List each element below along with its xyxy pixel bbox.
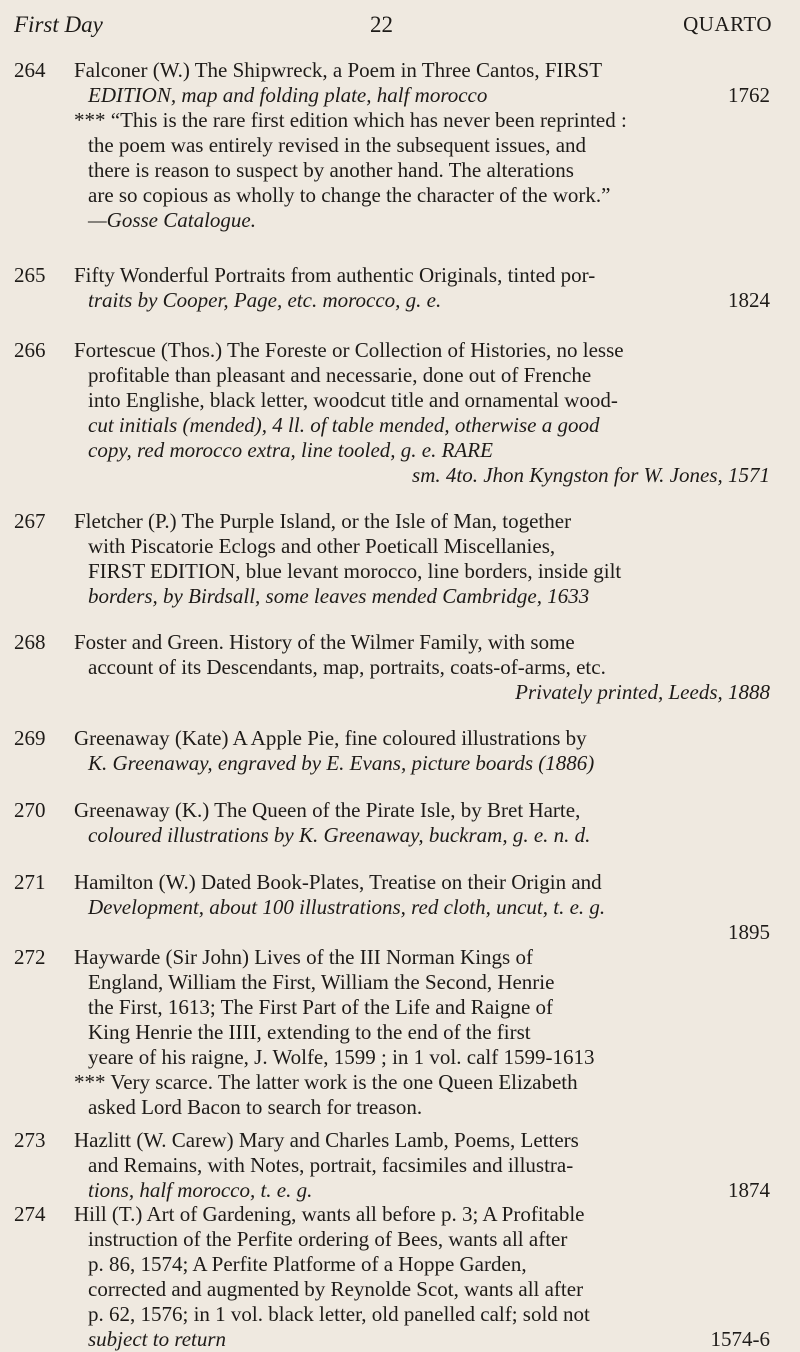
lot-line: account of its Descendants, map, portraits, coats-of-arms, etc. <box>88 655 606 679</box>
lot-description <box>74 1202 770 1352</box>
lot-line: Falconer (W.) The Shipwreck, a Poem in Three Cantos, FIRST <box>74 58 603 82</box>
lot-line: with Piscatorie Eclogs and other Poeticall Miscellanies, <box>88 534 556 558</box>
lot-description <box>74 726 770 776</box>
lot-number: 271 <box>14 870 46 894</box>
lot-description <box>74 263 770 313</box>
lot-line: Foster and Green. History of the Wilmer Family, with some <box>74 630 575 654</box>
lot-line: tions, half morocco, t. e. g. 1874 <box>88 1178 770 1202</box>
lot-note-line: *** Very scarce. The latter work is the one Queen Elizabeth <box>74 1070 578 1094</box>
lot-line: Fifty Wonderful Portraits from authentic Originals, tinted por- <box>74 263 596 287</box>
lot-number: 264 <box>14 58 46 82</box>
lot-line: cut initials (mended), 4 ll. of table mended, otherwise a good <box>88 413 600 437</box>
lot-line: are so copious as wholly to change the character of the work.” <box>88 183 611 207</box>
lot-line: Hamilton (W.) Dated Book-Plates, Treatise on their Origin and <box>74 870 602 894</box>
lot-line: coloured illustrations by K. Greenaway, buckram, g. e. n. d. <box>88 823 591 847</box>
lot-line: Greenaway (Kate) A Apple Pie, fine coloured illustrations by <box>74 726 587 750</box>
lot-date: 1874 <box>728 1178 770 1202</box>
lot-line: EDITION, map and folding plate, half morocco 1762 <box>88 83 770 107</box>
page-header <box>0 12 800 44</box>
lot-line: traits by Cooper, Page, etc. morocco, g. e. 1824 <box>88 288 770 312</box>
lot-date: 1824 <box>728 288 770 312</box>
lot-imprint-line: Privately printed, Leeds, 1888 <box>515 680 770 704</box>
lot-line: the First, 1613; The First Part of the Life and Raigne of <box>88 995 554 1019</box>
lot-line: copy, red morocco extra, line tooled, g. e. RARE <box>88 438 493 462</box>
lot-line: p. 86, 1574; A Perfite Platforme of a Hoppe Garden, <box>88 1252 527 1276</box>
lot-line: Development, about 100 illustrations, red cloth, uncut, t. e. g. <box>88 895 606 919</box>
lot-line: Haywarde (Sir John) Lives of the III Norman Kings of <box>74 945 533 969</box>
lot-date: 1762 <box>728 83 770 107</box>
lot-line: p. 62, 1576; in 1 vol. black letter, old panelled calf; sold not <box>88 1302 590 1326</box>
lot-description <box>74 870 770 945</box>
lot-line: corrected and augmented by Reynolde Scot, wants all after <box>88 1277 584 1301</box>
lot-description <box>74 798 770 848</box>
lot-line: asked Lord Bacon to search for treason. <box>88 1095 423 1119</box>
header-section-title: First Day <box>14 12 103 37</box>
lot-line: yeare of his raigne, J. Wolfe, 1599 ; in 1 vol. calf 1599-1613 <box>88 1045 595 1069</box>
lot-imprint-line: sm. 4to. Jhon Kyngston for W. Jones, 1571 <box>412 463 770 487</box>
header-format: QUARTO <box>683 12 772 36</box>
lot-description <box>74 338 770 488</box>
lot-number: 272 <box>14 945 46 969</box>
lot-line: FIRST EDITION, blue levant morocco, line borders, inside gilt <box>88 559 622 583</box>
lot-note-line: *** “This is the rare first edition which has never been reprinted : <box>74 108 627 132</box>
lot-line: Hill (T.) Art of Gardening, wants all before p. 3; A Profitable <box>74 1202 585 1226</box>
lot-line: profitable than pleasant and necessarie, done out of Frenche <box>88 363 592 387</box>
lot-line: England, William the First, William the Second, Henrie <box>88 970 555 994</box>
lot-line: Fortescue (Thos.) The Foreste or Collection of Histories, no lesse <box>74 338 624 362</box>
lot-number: 273 <box>14 1128 46 1152</box>
lot-number: 266 <box>14 338 46 362</box>
page-number: 22 <box>370 12 393 37</box>
lot-number: 269 <box>14 726 46 750</box>
lot-line: Greenaway (K.) The Queen of the Pirate Isle, by Bret Harte, <box>74 798 581 822</box>
lot-line: —Gosse Catalogue. <box>88 208 256 232</box>
lot-line: Fletcher (P.) The Purple Island, or the Isle of Man, together <box>74 509 572 533</box>
lot-description <box>74 58 770 233</box>
lot-date: 1895 <box>728 920 770 944</box>
lot-line: and Remains, with Notes, portrait, facsimiles and illustra- <box>88 1153 574 1177</box>
lot-number: 274 <box>14 1202 46 1226</box>
lot-number: 270 <box>14 798 46 822</box>
lot-description <box>74 945 770 1120</box>
lot-line: there is reason to suspect by another hand. The alterations <box>88 158 574 182</box>
lot-line: K. Greenaway, engraved by E. Evans, picture boards (1886) <box>88 751 595 775</box>
lot-line: King Henrie the IIII, extending to the end of the first <box>88 1020 531 1044</box>
lot-line: borders, by Birdsall, some leaves mended Cambridge, 1633 <box>88 584 590 608</box>
lot-date: 1574-6 <box>710 1327 770 1351</box>
lot-line: Hazlitt (W. Carew) Mary and Charles Lamb, Poems, Letters <box>74 1128 579 1152</box>
lot-line: subject to return 1574-6 <box>88 1327 770 1351</box>
lot-number: 267 <box>14 509 46 533</box>
lot-line: the poem was entirely revised in the subsequent issues, and <box>88 133 587 157</box>
lot-description <box>74 1128 770 1203</box>
lot-number: 268 <box>14 630 46 654</box>
lot-number: 265 <box>14 263 46 287</box>
lot-line: into Englishe, black letter, woodcut title and ornamental wood- <box>88 388 618 412</box>
lot-description <box>74 509 770 609</box>
lot-line: instruction of the Perfite ordering of Bees, wants all after <box>88 1227 568 1251</box>
lot-description <box>74 630 770 705</box>
